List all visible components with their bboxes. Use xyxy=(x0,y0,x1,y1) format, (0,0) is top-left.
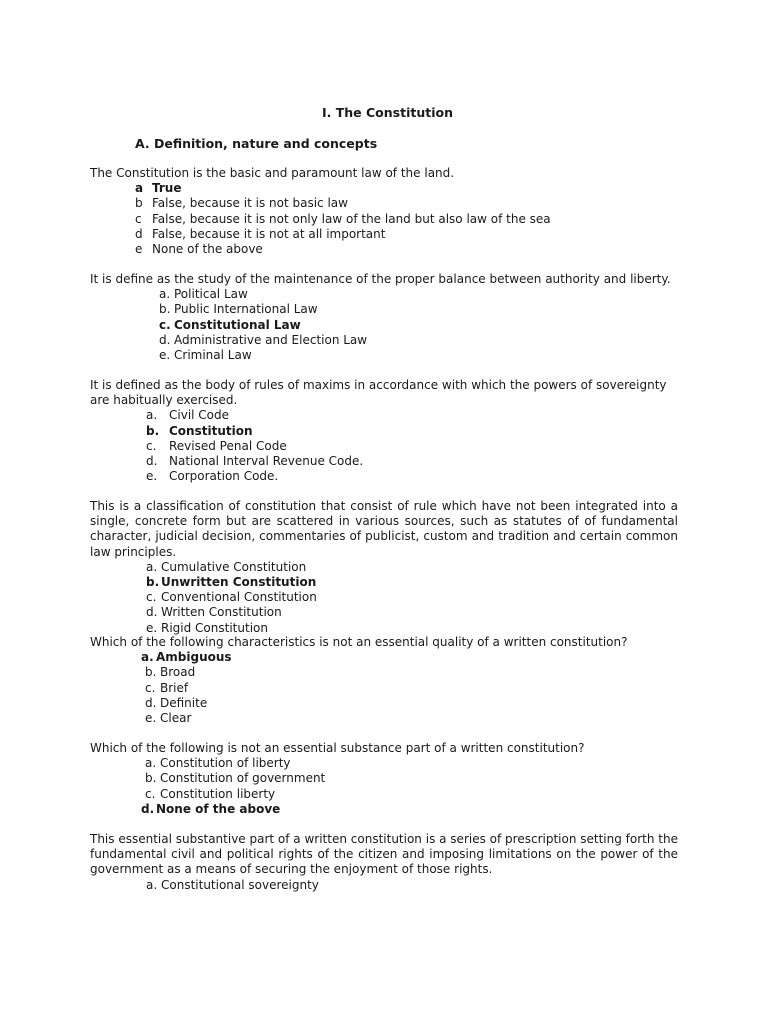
option-letter: b. xyxy=(146,575,160,590)
page-title: I. The Constitution xyxy=(322,105,453,120)
options-list xyxy=(146,878,678,893)
question-block xyxy=(90,499,678,636)
question-text: This essential substantive part of a written constitution is a series of prescription setting forth the fundamental civil and political rights of the citizen and imposing limitations on the power of the government as a means of securing the enjoyment of those rights. xyxy=(90,832,678,877)
option-text: False, because it is not only law of the land but also law of the sea xyxy=(152,211,551,226)
option-letter: a. xyxy=(146,559,158,574)
option-item xyxy=(146,575,678,590)
option-text: National Interval Revenue Code. xyxy=(169,454,364,469)
option-text: None of the above xyxy=(152,242,263,257)
option-text: Civil Code xyxy=(169,408,230,423)
option-letter: a. xyxy=(145,756,157,771)
option-letter: c. xyxy=(146,438,157,453)
options-list xyxy=(135,181,678,257)
option-text: Constitution of government xyxy=(160,771,326,786)
option-letter: b. xyxy=(145,665,157,680)
option-text: None of the above xyxy=(156,801,281,816)
option-letter: a. xyxy=(146,408,158,423)
option-text: Rigid Constitution xyxy=(161,620,268,635)
option-letter: d. xyxy=(146,454,158,469)
question-block xyxy=(90,378,678,484)
option-letter: c. xyxy=(145,786,156,801)
option-text: Cumulative Constitution xyxy=(161,559,307,574)
question-text: This is a classification of constitution that consist of rule which have not been integrated into a single, concrete form but are scattered in various sources, such as statutes of of fundamental character, judicial decision, commentaries of publicist, custom and tradition and certain common law principles. xyxy=(90,499,678,559)
question-block xyxy=(90,272,678,363)
question-text: It is define as the study of the maintenance of the proper balance between authority and liberty. xyxy=(90,272,671,286)
option-item xyxy=(141,665,678,680)
option-item xyxy=(141,771,678,786)
option-text: Unwritten Constitution xyxy=(161,575,317,590)
question-text: The Constitution is the basic and paramount law of the land. xyxy=(90,166,455,180)
option-letter: c. xyxy=(146,590,157,605)
option-text: Political Law xyxy=(174,287,248,302)
option-letter: e. xyxy=(159,348,171,363)
option-letter: c xyxy=(135,211,142,226)
option-item xyxy=(141,696,678,711)
option-text: Brief xyxy=(160,680,189,695)
option-letter: e. xyxy=(146,620,158,635)
option-item xyxy=(159,333,678,348)
option-letter: a. xyxy=(146,877,158,892)
question-block xyxy=(90,832,678,893)
option-letter: b xyxy=(135,196,143,211)
option-letter: d. xyxy=(159,332,171,347)
option-text: Ambiguous xyxy=(156,650,232,665)
option-item xyxy=(146,605,678,620)
options-list xyxy=(159,287,678,363)
option-item xyxy=(146,424,678,439)
option-letter: c. xyxy=(159,317,171,332)
option-letter: d. xyxy=(146,605,158,620)
option-item xyxy=(135,196,678,211)
option-letter: e xyxy=(135,242,143,257)
option-text: Constitution liberty xyxy=(160,786,276,801)
option-item xyxy=(146,560,678,575)
option-letter: a. xyxy=(159,287,171,302)
option-text: True xyxy=(152,181,182,196)
options-list xyxy=(146,560,678,636)
option-letter: a. xyxy=(141,650,154,665)
option-item xyxy=(146,454,678,469)
options-list xyxy=(146,408,678,484)
option-letter: b. xyxy=(146,423,160,438)
option-letter: d. xyxy=(145,695,157,710)
option-text: Constitution of liberty xyxy=(160,756,291,771)
question-block xyxy=(90,741,678,817)
option-item xyxy=(141,787,678,802)
option-letter: e. xyxy=(146,469,158,484)
option-text: Constitutional Law xyxy=(174,317,301,332)
option-item xyxy=(146,621,678,636)
option-text: Definite xyxy=(160,695,208,710)
question-block xyxy=(90,635,678,726)
option-item xyxy=(159,287,678,302)
section-heading: A. Definition, nature and concepts xyxy=(135,136,378,151)
option-text: Corporation Code. xyxy=(169,469,279,484)
option-letter: d xyxy=(135,226,143,241)
option-letter: c. xyxy=(145,680,156,695)
option-letter: b. xyxy=(145,771,157,786)
option-item xyxy=(146,878,678,893)
option-letter: b. xyxy=(159,302,171,317)
option-text: False, because it is not at all important xyxy=(152,226,386,241)
option-item xyxy=(159,302,678,317)
option-text: Criminal Law xyxy=(174,348,252,363)
option-item xyxy=(135,181,678,196)
options-list xyxy=(141,756,678,817)
option-text: Written Constitution xyxy=(161,605,282,620)
option-item xyxy=(146,469,678,484)
option-item xyxy=(141,681,678,696)
option-item xyxy=(159,348,678,363)
options-list xyxy=(141,650,678,726)
option-item xyxy=(146,408,678,423)
question-text: Which of the following is not an essential substance part of a written constitution? xyxy=(90,741,585,755)
option-item xyxy=(141,756,678,771)
option-item xyxy=(141,802,678,817)
option-letter: d. xyxy=(141,801,155,816)
option-item xyxy=(135,227,678,242)
option-letter: e. xyxy=(145,711,157,726)
option-text: Broad xyxy=(160,665,196,680)
option-text: Administrative and Election Law xyxy=(174,332,368,347)
option-item xyxy=(146,590,678,605)
option-text: Public International Law xyxy=(174,302,318,317)
option-item xyxy=(159,318,678,333)
option-text: Constitution xyxy=(169,423,253,438)
option-text: Clear xyxy=(160,711,192,726)
question-text: Which of the following characteristics is not an essential quality of a written constitution? xyxy=(90,635,628,649)
option-item xyxy=(135,242,678,257)
option-text: Constitutional sovereignty xyxy=(161,877,319,892)
question-block xyxy=(90,166,678,257)
option-item xyxy=(141,711,678,726)
option-text: False, because it is not basic law xyxy=(152,196,348,211)
option-text: Conventional Constitution xyxy=(161,590,317,605)
option-text: Revised Penal Code xyxy=(169,438,287,453)
option-letter: a xyxy=(135,181,144,196)
option-item xyxy=(141,650,678,665)
option-item xyxy=(135,212,678,227)
question-text: It is defined as the body of rules of maxims in accordance with which the powers of sovereignty are habitually exercised. xyxy=(90,378,667,408)
option-item xyxy=(146,439,678,454)
